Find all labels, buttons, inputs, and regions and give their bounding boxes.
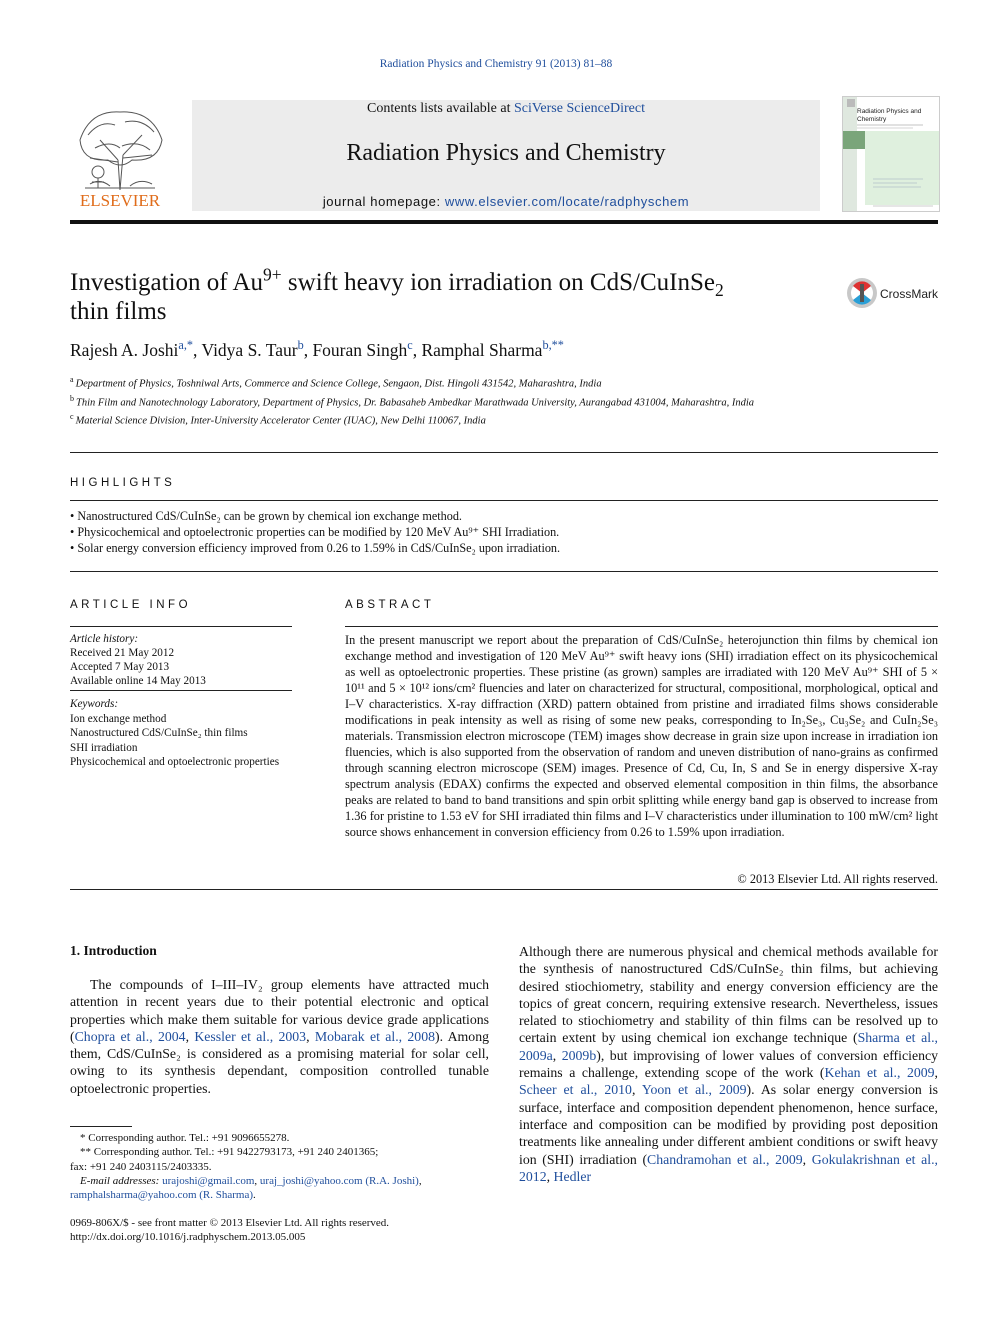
author[interactable]: Ramphal Sharma bbox=[421, 340, 543, 360]
affiliation: $^c$ Material Science Division, Inter-University Accelerator Center (IUAC), New Delhi 110067, India bbox=[70, 412, 486, 427]
footnote-rule bbox=[70, 1126, 132, 1127]
author-marks[interactable]: a,* bbox=[178, 338, 194, 353]
article-title: Investigation of $Au^{9+}$ swift heavy ion irradiation on CdS/CuInSe$_2$ thin films bbox=[70, 264, 724, 325]
citation-link[interactable]: Yoon et al., 2009 bbox=[641, 1082, 747, 1098]
intro-paragraph-1: The compounds of I–III–IV₂ group elements have attracted much attention in recent years due to their potential electronic and optical properties which make them suitable for various device grade applications (Chopra et al., 2004, Kessler et al., 2003, Mobarak et al., 2008). Among them, CdS/CuInSe₂ is considered as a promising material for solar cell, owing to its synthesis dependant, composition controlled tunable optoelectronic properties. bbox=[70, 977, 489, 1096]
footnote-corresponding-2: ** Corresponding author. Tel.: +91 9422793173, +91 240 2401365; bbox=[80, 1146, 379, 1159]
citation-link[interactable]: Kessler et al., 2003 bbox=[194, 1028, 307, 1044]
article-info-heading: ARTICLE INFO bbox=[70, 599, 192, 611]
citation-link[interactable]: Scheer et al., 2010 bbox=[519, 1082, 632, 1098]
citation-link[interactable]: 2009b bbox=[561, 1047, 597, 1063]
highlights-list bbox=[70, 508, 938, 556]
svg-text:ELSEVIER: ELSEVIER bbox=[79, 191, 161, 210]
journal-citation[interactable]: Radiation Physics and Chemistry 91 (2013) 81–88 bbox=[379, 58, 613, 70]
history-label: Article history: bbox=[70, 633, 139, 645]
email-link[interactable]: urajoshi@gmail.com bbox=[162, 1174, 255, 1187]
citation-link[interactable]: Mobarak et al., 2008 bbox=[314, 1028, 435, 1044]
affiliation: $^a$ Department of Physics, Toshniwal Arts, Commerce and Science College, Sengaon, Dist. Hingoli 431542, Maharashtra, India bbox=[70, 375, 602, 390]
abstract-text: In the present manuscript we report about the preparation of CdS/CuInSe₂ heterojunction thin films by chemical ion exchange method and investigation of 120 MeV Au⁹⁺ swift heavy ions (SHI) irradiation effect on its physicochemical as well as optoelectronic properties. These pristine (as grown) samples are irradiated with 120 MeV Au⁹⁺ SHI of 5 × 10¹¹ and 5 × 10¹² ions/cm² fluencies and later on characterized for structural, compositional, morphological, optical and I–V characteristics. X-ray diffraction (XRD) pattern obtained from pristine and irradiated films shows considerable modifications in peak intensity as well as rising of some new peaks, corresponding to In₂Se₃, Cu₃Se₂ and CuIn₂Se₃ materials. Transmission electron microscope (TEM) images show decrease in grain size upon increase in irradiation ion fluencies, which is also supported from the observation of random and uneven distribution of nano-grains as confirmed through scanning electron microscope (SEM) images. Presence of Cd, Cu, In, S and Se in energy dispersive X-ray spectrum analysis (EDAX) confirms the expected and observed elemental composition in thin films, the absorbance peaks are related to band to band transitions and spin orbit splitting while energy band gap is observed to increase from 1.36 for pristine to 1.53 eV for SHI irradiated thin films and I–V characteristics under illumination to 100 mW/cm² light source shows enhancement in conversion efficiency from 0.26 to 1.59% upon irradiation. bbox=[345, 633, 938, 839]
highlight-item: • Physicochemical and optoelectronic properties can be modified by 120 MeV Au⁹⁺ SHI Irradiation. bbox=[70, 525, 560, 539]
svg-text:Radiation Physics and: Radiation Physics and bbox=[857, 108, 922, 115]
keywords-label: Keywords: bbox=[70, 698, 119, 710]
keyword: Physicochemical and optoelectronic properties bbox=[70, 756, 280, 768]
author-marks[interactable]: b,** bbox=[542, 338, 564, 353]
header-rule bbox=[70, 220, 938, 224]
highlight-item: • Solar energy conversion efficiency improved from 0.26 to 1.59% in CdS/CuInSe₂ upon irradiation. bbox=[70, 541, 561, 555]
journal-homepage-line bbox=[192, 194, 820, 209]
author[interactable]: Fouran Singh bbox=[312, 340, 408, 360]
crossmark-badge[interactable] bbox=[845, 276, 940, 310]
journal-cover-thumbnail bbox=[842, 96, 940, 212]
citation-link[interactable]: Sharma et al., 2009a bbox=[519, 1030, 939, 1063]
contents-line bbox=[192, 101, 820, 117]
affiliations bbox=[70, 373, 790, 429]
author[interactable]: Rajesh A. Joshi bbox=[70, 340, 179, 360]
issn-line: 0969-806X/$ - see front matter © 2013 Elsevier Ltd. All rights reserved. bbox=[70, 1217, 390, 1229]
crossmark-icon bbox=[845, 276, 940, 310]
doi-link[interactable]: http://dx.doi.org/10.1016/j.radphyschem.2013.05.005 bbox=[70, 1231, 306, 1243]
footnote-fax: fax: +91 240 2403115/2403335. bbox=[70, 1160, 212, 1173]
divider bbox=[70, 500, 938, 501]
citation-link[interactable]: Chopra et al., 2004 bbox=[74, 1028, 186, 1044]
homepage-prefix: journal homepage: bbox=[322, 194, 445, 209]
highlights-heading: HIGHLIGHTS bbox=[70, 477, 176, 489]
front-matter bbox=[70, 1216, 490, 1244]
abstract-heading: ABSTRACT bbox=[345, 599, 435, 611]
author-marks[interactable]: c bbox=[407, 338, 413, 353]
divider bbox=[70, 571, 938, 572]
affiliation: $^b$ Thin Film and Nanotechnology Laboratory, Department of Physics, Dr. Babasaheb Ambedkar Marathwada University, Aurangabad 431004, Maharashtra, India bbox=[70, 393, 755, 408]
abstract-copyright: © 2013 Elsevier Ltd. All rights reserved. bbox=[737, 872, 938, 886]
svg-text:CrossMark: CrossMark bbox=[880, 287, 939, 301]
sciencedirect-link[interactable]: SciVerse ScienceDirect bbox=[513, 101, 645, 116]
email-link[interactable]: ramphalsharma@yahoo.com (R. Sharma) bbox=[70, 1189, 254, 1202]
divider bbox=[70, 690, 292, 691]
divider bbox=[70, 889, 938, 890]
author-list: Rajesh A. Joshi$^{a,*}$, Vidya S. Taur$^b$, Fouran Singh$^c$, Ramphal Sharma$^{b,**}$ bbox=[70, 338, 564, 360]
intro-paragraph-2: Although there are numerous physical and chemical methods available for the synthesis of nanostructured CdS/CuInSe₂ thin films, but achieving desired stiochiometry, stability and energy conversion efficiency are the topics of great concern, requiring extensive research. Nevertheless, issues related to stiochiometry and stability of thin films can be resolved up to certain extent by using chemical ion exchange technique (Sharma et al., 2009a, 2009b), but improvising of lower values of conversion efficiency remains a challenge, extending scope of the work (Kehan et al., 2009, Scheer et al., 2010, Yoon et al., 2009). As solar energy conversion is surface, interface and composition dependent phenomenon, hence surface, interface and composition can be modified by providing post deposition treatments like annealing under different ambient conditions or swift heavy ion (SHI) irradiation (Chandramohan et al., 2009, Gokulakrishnan et al., 2012, Hedler bbox=[519, 944, 939, 1184]
svg-text:Chemistry: Chemistry bbox=[857, 116, 887, 123]
citation-link[interactable]: Kehan et al., 2009 bbox=[824, 1065, 935, 1081]
keyword: Nanostructured CdS/CuInSe₂ thin films bbox=[70, 727, 248, 739]
citation-link[interactable]: Hedler bbox=[553, 1168, 592, 1184]
journal-name: Radiation Physics and Chemistry bbox=[346, 140, 666, 166]
history-item: Received 21 May 2012 bbox=[70, 647, 175, 659]
divider bbox=[70, 452, 938, 453]
footnotes bbox=[70, 1131, 490, 1202]
footnote-emails: E-mail addresses: urajoshi@gmail.com, uraj_joshi@yahoo.com (R.A. Joshi), bbox=[80, 1174, 422, 1187]
history-item: Accepted 7 May 2013 bbox=[70, 661, 170, 673]
footnote-emails-cont: ramphalsharma@yahoo.com (R. Sharma). bbox=[70, 1189, 256, 1202]
section-heading-introduction: 1. Introduction bbox=[70, 943, 157, 958]
email-link[interactable]: uraj_joshi@yahoo.com (R.A. Joshi) bbox=[259, 1174, 419, 1187]
article-history bbox=[70, 632, 292, 688]
divider bbox=[345, 626, 938, 627]
keywords bbox=[70, 697, 292, 770]
homepage-link[interactable]: www.elsevier.com/locate/radphyschem bbox=[444, 194, 690, 209]
elsevier-logo bbox=[70, 100, 170, 212]
author-marks[interactable]: b bbox=[297, 338, 304, 353]
footnote-corresponding-1: * Corresponding author. Tel.: +91 9096655278. bbox=[80, 1132, 290, 1144]
citation-link[interactable]: Chandramohan et al., 2009 bbox=[647, 1151, 803, 1167]
citation-link[interactable]: Gokulakrishnan et al., 2012 bbox=[519, 1151, 938, 1184]
keyword: SHI irradiation bbox=[70, 741, 138, 754]
history-item: Available online 14 May 2013 bbox=[70, 675, 206, 687]
highlight-item: • Nanostructured CdS/CuInSe₂ can be grown by chemical ion exchange method. bbox=[70, 509, 462, 523]
contents-prefix: Contents lists available at bbox=[367, 101, 514, 116]
author[interactable]: Vidya S. Taur bbox=[201, 340, 298, 360]
keyword: Ion exchange method bbox=[70, 712, 167, 725]
divider bbox=[70, 626, 292, 627]
